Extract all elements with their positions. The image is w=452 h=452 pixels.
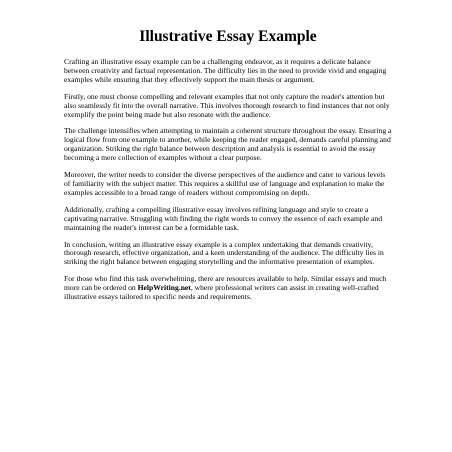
paragraph-audience: Moreover, the writer needs to consider the diverse perspectives of the audience and cater to various levels of familiarity with the subject matter. This requires a skillful use of language and explanation to make the examples accessible to a broad range of readers without compromising on depth.	[64, 170, 386, 197]
closing-text-before: For those who find this task overwhelming, there are resources available to help. Similar essays and much more can be ordered on	[64, 274, 387, 293]
paragraph-closing	[64, 275, 392, 302]
paragraph-conclusion: In conclusion, writing an illustrative essay example is a complex undertaking that demands creativity, thorough research, effective organization, and a keen understanding of the audience. The difficulty lies in striking the right balance between engaging storytelling and the informative presentation of examples.	[64, 239, 384, 267]
closing-text-after: , where professional writers can assist in creating well-crafted illustrative essays tailored to specific needs and requirements.	[64, 283, 379, 302]
paragraph-structure: The challenge intensifies when attempting to maintain a coherent structure throughout the essay. Ensuring a logical flow from one example to another, while keeping the reader engaged, demands careful planning and organization. Striking the right balance between description and analysis is essential to avoid the essay becoming a mere collection of examples without a clear purpose.	[64, 126, 392, 163]
brand-name: HelpWriting.net	[137, 283, 191, 293]
document-title: Illustrative Essay Example	[139, 28, 317, 45]
paragraph-examples: Firstly, one must choose compelling and relevant examples that not only capture the reader's attention but also seamlessly fit into the overall narrative. This involves thorough research to find instances that not only exemplify the point being made but also resonate with the audience.	[64, 91, 390, 119]
paragraph-style: Additionally, crafting a compelling illustrative essay involves refining language and style to create a captivating narrative. Struggling with finding the right words to convey the essence of each example and maintaining the reader's interest can be a formidable task.	[64, 204, 382, 232]
paragraph-intro: Crafting an illustrative essay example can be a challenging endeavor, as it requires a delicate balance between creativity and factual representation. The difficulty lies in the need to provide vivid and engaging examples while ensuring that they effectively support the main thesis or argument.	[64, 57, 387, 84]
